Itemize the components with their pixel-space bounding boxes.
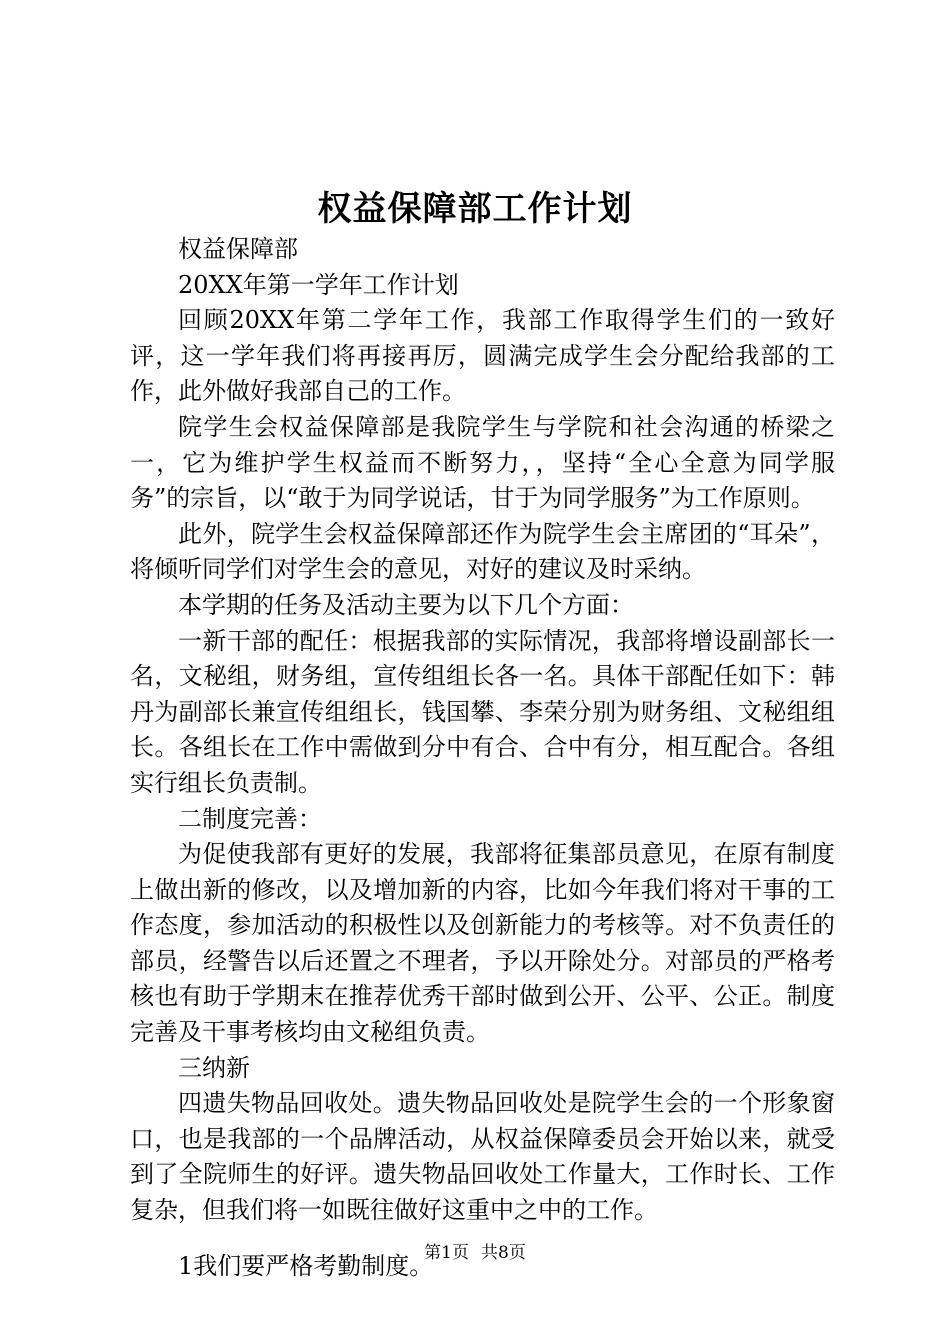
paragraph-plan-heading: 20XX年第一学年工作计划 <box>178 270 459 299</box>
paragraph-system-detail: 为促使我部有更好的发展，我部将征集部员意见，在原有制度上做出新的修改，以及增加新的内容，比如今年我们将对干事的工作态度，参加活动的积极性以及创新能力的考核等。对不负责任的部员，经警告以后还置之不理者，予以开除处分。对部员的严格考核也有助于学期末在推荐优秀干部时做到公开、公平、公正。制度完善及干事考核均由文秘组负责。 <box>130 840 835 1047</box>
paragraph-system-heading: 二制度完善： <box>178 804 322 833</box>
paragraph-tasks-intro: 本学期的任务及活动主要为以下几个方面： <box>178 590 634 619</box>
paragraph-cadre-appointment: 一新干部的配任：根据我部的实际情况，我部将增设副部长一名，文秘组，财务组，宣传组组长各一名。具体干部配任如下：韩丹为副部长兼宣传组组长，钱国攀、李荣分别为财务组、文秘组组长。各组长在工作中需做到分中有合、合中有分，相互配合。各组实行组长负责制。 <box>130 626 835 797</box>
paragraph-review: 回顾20XX年第二学年工作，我部工作取得学生们的一致好评，这一学年我们将再接再厉，圆满完成学生会分配给我部的工作，此外做好我部自己的工作。 <box>130 306 835 406</box>
page-number: 第1页 <box>424 1243 469 1263</box>
paragraph-recruitment: 三纳新 <box>178 1053 250 1082</box>
paragraph-attendance: 1我们要严格考勤制度。 <box>178 1251 434 1280</box>
page-footer <box>0 1241 950 1265</box>
paragraph-mission: 院学生会权益保障部是我院学生与学院和社会沟通的桥梁之一，它为维护学生权益而不断努力，，坚持“全心全意为同学服务”的宗旨，以“敢于为同学说话，甘于为同学服务”为工作原则。 <box>130 412 835 513</box>
page-total: 共8页 <box>481 1243 526 1263</box>
document-body <box>130 232 835 1284</box>
document-title: 权益保障部工作计划 <box>317 189 633 229</box>
paragraph-department: 权益保障部 <box>178 235 298 263</box>
paragraph-ears: 此外，院学生会权益保障部还作为院学生会主席团的“耳朵”，将倾听同学们对学生会的意见，对好的建议及时采纳。 <box>130 519 835 584</box>
paragraph-lost-and-found: 四遗失物品回收处。遗失物品回收处是院学生会的一个形象窗口，也是我部的一个品牌活动，从权益保障委员会开始以来，就受到了全院师生的好评。遗失物品回收处工作量大，工作时长、工作复杂，但我们将一如既往做好这重中之中的工作。 <box>130 1089 835 1225</box>
